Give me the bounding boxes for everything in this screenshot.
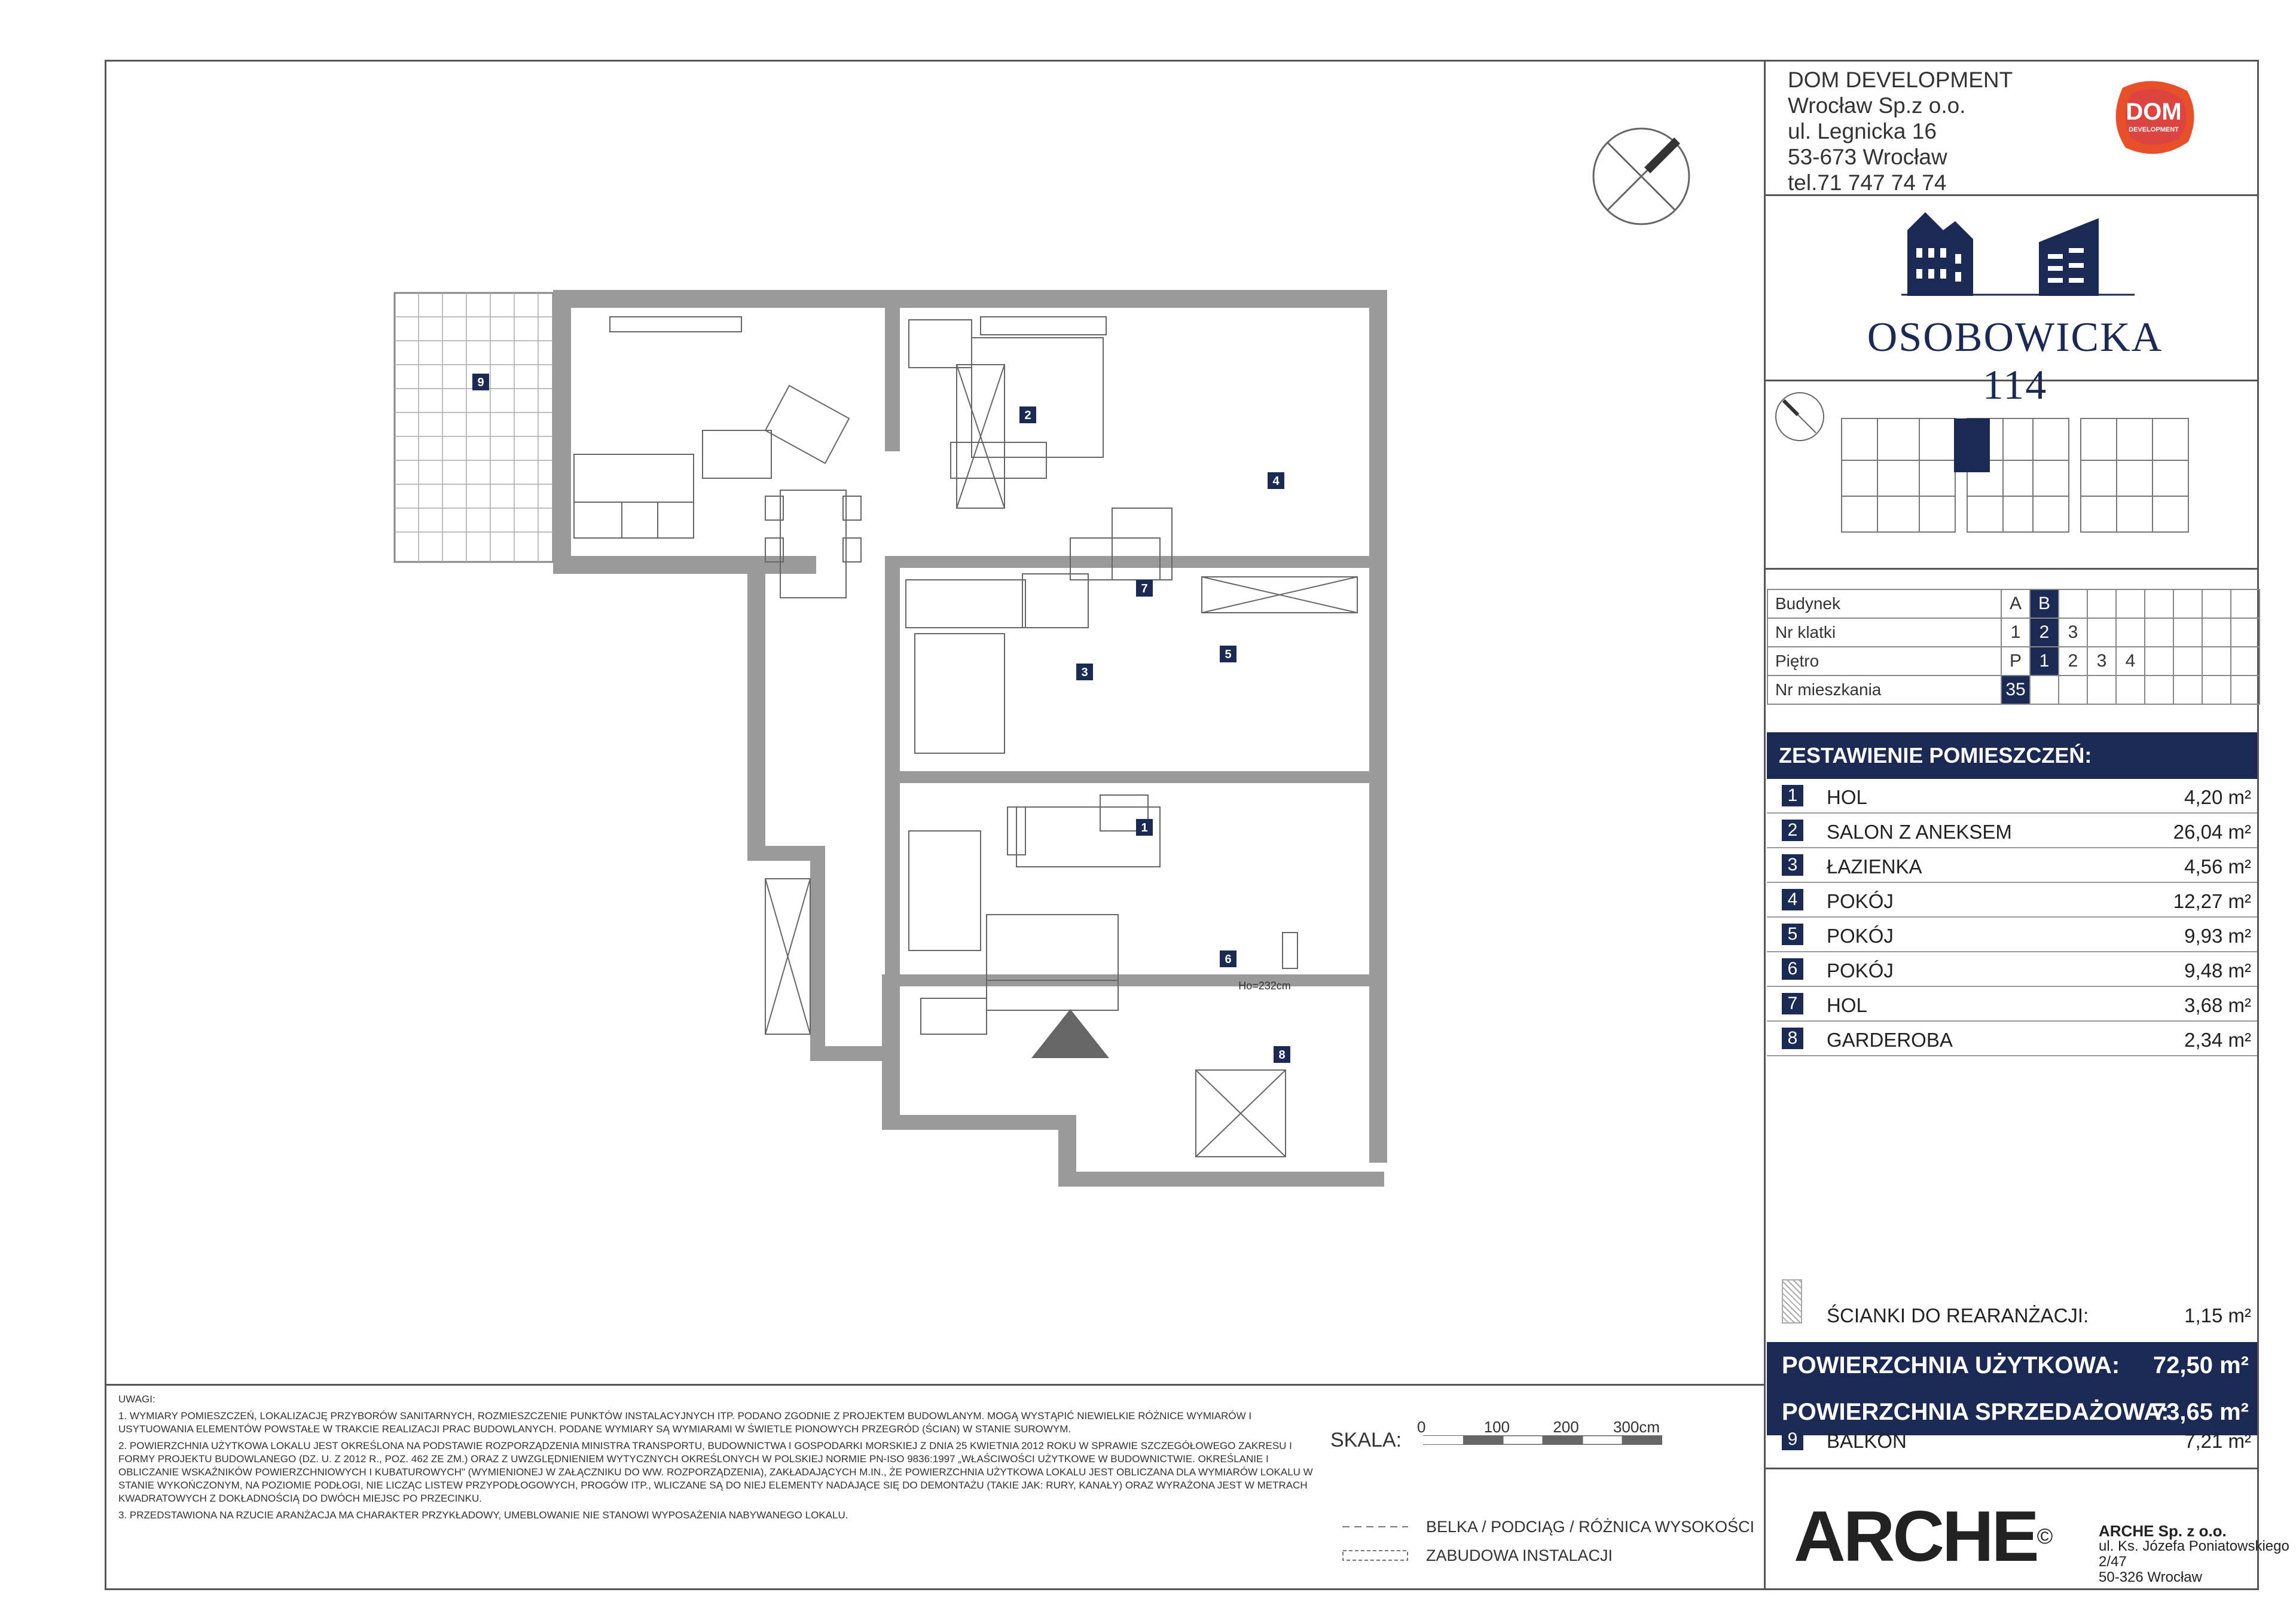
building-label: Budynek <box>1767 589 2001 618</box>
sales-area-value: 73,65 m² <box>2152 1399 2249 1425</box>
logo-text: DOM <box>2126 99 2182 125</box>
room-row <box>1767 1022 2257 1056</box>
north-compass-icon <box>1590 126 1692 227</box>
staircase-label: Nr klatki <box>1767 618 2001 647</box>
plan-label: 9 <box>477 376 484 389</box>
staircase-option: 1 <box>2001 618 2030 647</box>
floor-label: Piętro <box>1767 647 2001 676</box>
architect-name: ARCHE Sp. z o.o. <box>2099 1522 2227 1540</box>
usable-area-value: 72,50 m² <box>2152 1352 2249 1379</box>
divider-line <box>1764 568 2259 570</box>
company-line: DOM DEVELOPMENT <box>1788 68 2013 92</box>
plan-label: 5 <box>1225 648 1232 661</box>
scale-ticks <box>1417 1418 1660 1436</box>
note-item: 2. POWIERZCHNIA UŻYTKOWA LOKALU JEST OKREŚLONA NA PODSTAWIE ROZPORZĄDZENIA MINISTRA TRANSPORTU, BUDOWNICTWA I GOSPODARKI MORSKIEJ Z DNIA 25 KWIETNIA 2012 ROKU W SPRAWIE SZCZEGÓŁOWEGO ZAKRESU I FORMY PROJEKTU BUDOWLANEGO (DZ. U. Z 2012 R., POZ. 462 ZE ZM.) ORAZ Z UWZGLĘDNIENIEM WYTYCZNYCH OKREŚLONYCH W POLSKIEJ NORMIE PN-ISO 9836:1997 „WŁAŚCIWOŚCI UŻYTKOWE W BUDOWNICTWIE. OKREŚLANIE I OBLICZANIE WSKAŹNIKÓW POWIERZCHNIOWYCH I KUBATUROWYCH" (WYMIENIONEJ W ZAŁĄCZNIKU DO WW. ROZPORZĄDZENIA), ZAKŁADAJĄCYCH M.IN., ŻE POWIERZCHNIA UŻYTKOWA LOKALU JEST OBLICZANA DLA WYMIARÓW LOKALU W STANIE WYKOŃCZONYM, NA POZIOMIE PODŁOGI, NIE LICZĄC LISTEW PRZYPODŁOGOWYCH, PROGÓW ITP., WLICZANE SĄ DO NIEJ ELEMENTY NADAJĄCE SIĘ DO DEMONTAŻU (TAKIE JAK: RURY, KANAŁY) ORAZ WYRAŻONA JEST W METRACH KWADRATOWYCH Z DOKŁADNOŚCIĄ DO DWÓCH MIEJSC PO PRZECINKU. <box>118 1440 1313 1504</box>
room-number: 5 <box>1782 924 1803 945</box>
plan-label: 8 <box>1278 1049 1286 1062</box>
plan-label: 3 <box>1081 666 1088 679</box>
project-buildings-illustration <box>1901 206 2135 296</box>
plan-label: 7 <box>1141 582 1148 595</box>
scale-label: SKALA: <box>1330 1429 1402 1451</box>
note-item: 3. PRZEDSTAWIONA NA RZUCIE ARANŻACJA MA CHARAKTER PRZYKŁADOWY, UMEBLOWANIE NIE STANOWI WYPOSAŻENIA NABYWANEGO LOKALU. <box>118 1509 848 1521</box>
note-item: 1. WYMIARY POMIESZCZEŃ, LOKALIZACJĘ PRZYBORÓW SANITARNYCH, ROZMIESZCZENIE PUNKTÓW INSTALACYJNYCH ITP. PODANO ZGODNIE Z PROJEKTEM BUDOWLANYM. MOGĄ WYSTĄPIĆ NIEWIELKIE RÓŻNICE WYMIARÓW I USYTUOWANIA ELEMENTÓW POWSTAŁE W TRAKCIE REALIZACJI PRAC BUDOWLANYCH. PODANE WYMIARY SĄ WYMIARAMI W ŚWIETLE PIONOWYCH PRZEGRÓD (ŚCIAN) W STANIE SUROWYM. <box>118 1410 1252 1435</box>
installation-swatch <box>1342 1550 1408 1561</box>
rooms-list <box>1767 779 2257 1056</box>
north-compass-small-icon <box>1773 390 1827 444</box>
balcony-number: 9 <box>1782 1429 1803 1450</box>
beam-line-swatch <box>1342 1521 1408 1532</box>
room-name: SALON Z ANEKSEM <box>1827 821 2012 843</box>
room-number: 4 <box>1782 889 1803 910</box>
scale-tick: 100 <box>1483 1418 1510 1436</box>
room-area: 3,68 m² <box>2184 994 2251 1016</box>
usable-area-label: POWIERZCHNIA UŻYTKOWA: <box>1782 1352 2120 1379</box>
scale-tick: 200 <box>1553 1418 1579 1436</box>
partition-hatch-swatch <box>1782 1279 1802 1324</box>
plan-label: 2 <box>1024 409 1031 422</box>
sales-area-label: POWIERZCHNIA SPRZEDAŻOWA: <box>1782 1399 2169 1425</box>
scale-tick: 300cm <box>1613 1418 1660 1436</box>
divider-line <box>1764 1468 2259 1469</box>
sidebar-divider <box>1764 60 1766 1590</box>
room-number: 6 <box>1782 958 1803 980</box>
room-row <box>1767 848 2257 883</box>
room-area: 4,56 m² <box>2184 855 2251 878</box>
project-title: OSOBOWICKA 114 <box>1867 314 2163 408</box>
legend <box>1342 1512 1754 1570</box>
plan-label: 4 <box>1272 475 1280 488</box>
room-name: HOL <box>1827 786 1867 808</box>
room-area: 2,34 m² <box>2184 1029 2251 1051</box>
staircase-option-selected: 2 <box>2030 618 2059 647</box>
room-name: GARDEROBA <box>1827 1029 1953 1051</box>
floor-plan <box>383 281 1435 1190</box>
staircase-option: 3 <box>2059 618 2087 647</box>
notes <box>118 1393 1314 1526</box>
room-name: HOL <box>1827 994 1867 1016</box>
divider-line <box>105 1384 1766 1386</box>
apartment-highlight <box>1954 418 1990 472</box>
company-line: Wrocław Sp.z o.o. <box>1788 93 1966 118</box>
room-name: ŁAZIENKA <box>1827 855 1922 878</box>
room-row <box>1767 883 2257 918</box>
room-row <box>1767 814 2257 848</box>
building-key-map <box>1836 412 2194 544</box>
architect-address: ul. Ks. Józefa Poniatowskiego 2/47 <box>2099 1538 2289 1570</box>
room-area: 26,04 m² <box>2173 821 2251 843</box>
usable-area-total <box>1767 1342 2257 1389</box>
room-row <box>1767 779 2257 814</box>
ceiling-height-note: Ho=232cm <box>1238 980 1291 992</box>
balcony-name: BALKON <box>1827 1430 1907 1452</box>
plan-label: 1 <box>1141 821 1148 835</box>
balcony-area: 7,21 m² <box>2184 1430 2251 1452</box>
partition-label: ŚCIANKI DO REARANŻACJI: <box>1827 1304 2089 1326</box>
room-name: POKÓJ <box>1827 890 1894 912</box>
floor-option: 2 <box>2059 647 2087 676</box>
room-area: 9,48 m² <box>2184 959 2251 982</box>
floor-option: P <box>2001 647 2030 676</box>
legend-item <box>1342 1541 1754 1570</box>
apartment-selector <box>1767 589 2260 705</box>
partition-walls-row <box>1767 1297 2257 1333</box>
balcony-row <box>1767 1423 2257 1459</box>
room-area: 9,93 m² <box>2184 925 2251 947</box>
room-number: 8 <box>1782 1028 1803 1049</box>
scale-bar <box>1423 1435 1662 1447</box>
room-row <box>1767 952 2257 987</box>
legend-label: BELKA / PODCIĄG / RÓŻNICA WYSOKOŚCI <box>1426 1518 1755 1536</box>
scale-tick: 0 <box>1417 1418 1426 1436</box>
floor-option-selected: 1 <box>2030 647 2059 676</box>
floor-option: 3 <box>2087 647 2116 676</box>
dom-development-logo <box>2111 79 2197 157</box>
room-name: POKÓJ <box>1827 925 1894 947</box>
room-row <box>1767 987 2257 1022</box>
apartment-number-value: 35 <box>2001 676 2030 704</box>
notes-title: UWAGI: <box>118 1393 155 1405</box>
room-number: 1 <box>1782 785 1803 806</box>
logo-subtext: DEVELOPMENT <box>2129 126 2179 133</box>
room-area: 4,20 m² <box>2184 786 2251 808</box>
room-area: 12,27 m² <box>2173 890 2251 912</box>
entrance-arrow-icon <box>1028 1004 1112 1064</box>
floor-option: 4 <box>2116 647 2145 676</box>
architect-info <box>2099 1523 2296 1585</box>
room-number: 7 <box>1782 993 1803 1014</box>
building-option-selected: B <box>2030 589 2059 618</box>
room-number: 2 <box>1782 820 1803 841</box>
company-address <box>1788 67 2013 195</box>
apartment-number-label: Nr mieszkania <box>1767 676 2001 704</box>
partition-area: 1,15 m² <box>2184 1304 2251 1326</box>
company-line: ul. Legnicka 16 <box>1788 119 1937 143</box>
copyright-mark: © <box>2037 1524 2051 1548</box>
room-row <box>1767 918 2257 952</box>
arche-logo <box>1794 1496 2051 1576</box>
plan-label: 6 <box>1225 953 1232 966</box>
company-line: 53-673 Wrocław <box>1788 145 1947 169</box>
arche-logo-text: ARCHE <box>1794 1496 2037 1576</box>
legend-label: ZABUDOWA INSTALACJI <box>1426 1546 1613 1564</box>
company-line: tel.71 747 74 74 <box>1788 170 1947 195</box>
legend-item <box>1342 1512 1754 1541</box>
rooms-header: ZESTAWIENIE POMIESZCZEŃ: <box>1767 732 2257 779</box>
building-option: A <box>2001 589 2030 618</box>
room-number: 3 <box>1782 854 1803 876</box>
room-name: POKÓJ <box>1827 959 1894 982</box>
architect-address: 50-326 Wrocław <box>2099 1569 2202 1585</box>
